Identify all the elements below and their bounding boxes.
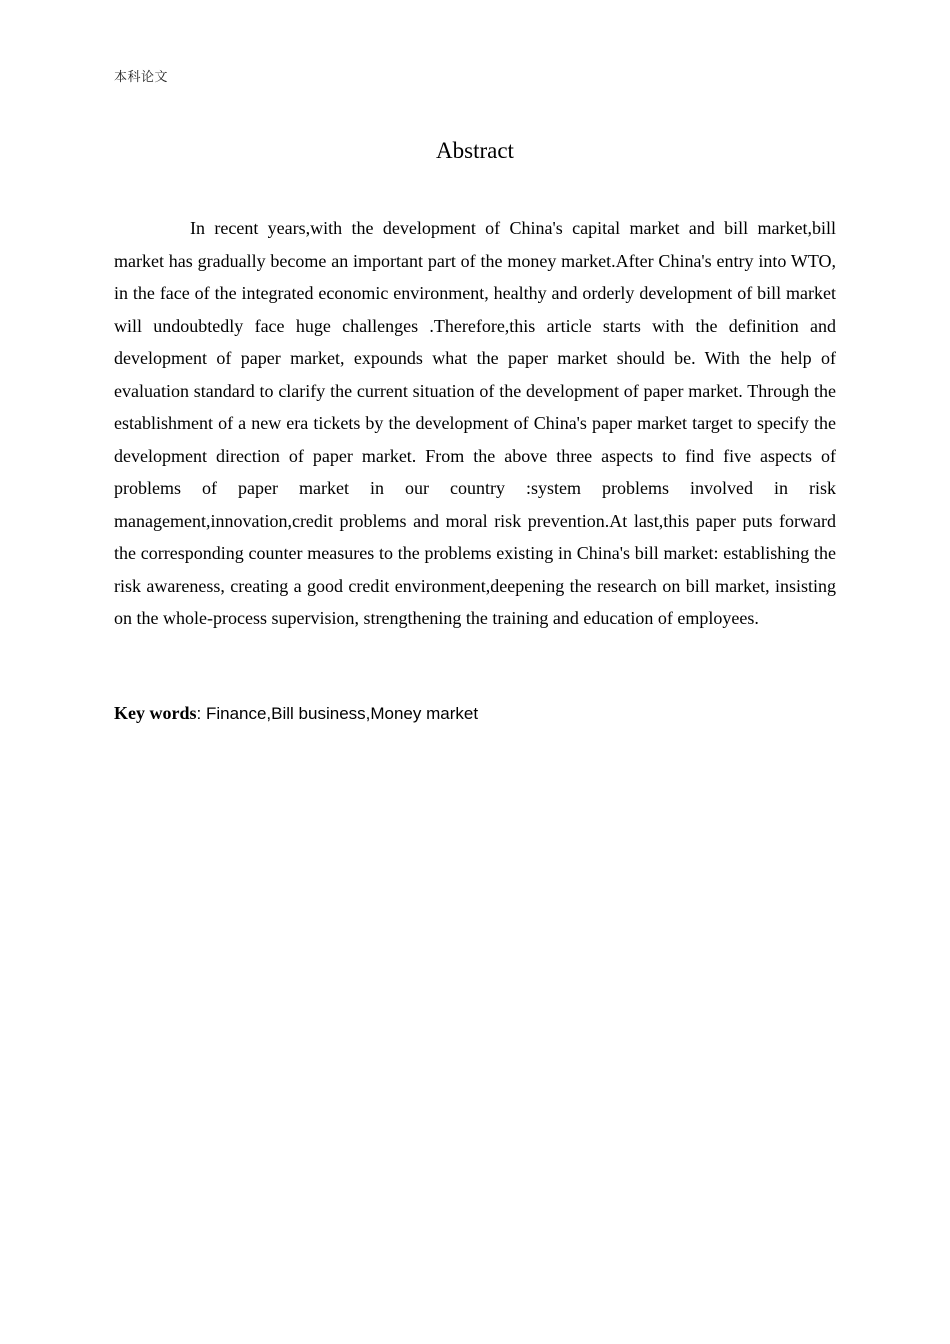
keywords-separator: : [196, 704, 206, 723]
keywords-values: Finance,Bill business,Money market [205, 704, 479, 723]
keywords-line [114, 698, 836, 729]
abstract-body: In recent years,with the development of China's capital market and bill market,bill market has gradually become an important part of the money market.After China's entry into WTO, in the face of the integrated economic environment, healthy and orderly development of bill market will undoubtedly face huge challenges .Therefore,this article starts with the definition and development of paper market, expounds what the paper market should be. With the help of evaluation standard to clarify the current situation of the development of paper market. Through the establishment of a new era tickets by the development of China's paper market target to specify the development direction of paper market. From the above three aspects to find five aspects of problems of paper market in our country :system problems involved in risk management,innovation,credit problems and moral risk prevention.At last,this paper puts forward the corresponding counter measures to the problems existing in China's bill market: establishing the risk awareness, creating a good credit environment,deepening the research on bill market, insisting on the whole-process supervision, strengthening the training and education of employees. [114, 218, 836, 628]
abstract-title: Abstract [436, 138, 514, 163]
page-header: 本科论文 [114, 70, 169, 85]
keywords-label: Key words [114, 703, 197, 723]
